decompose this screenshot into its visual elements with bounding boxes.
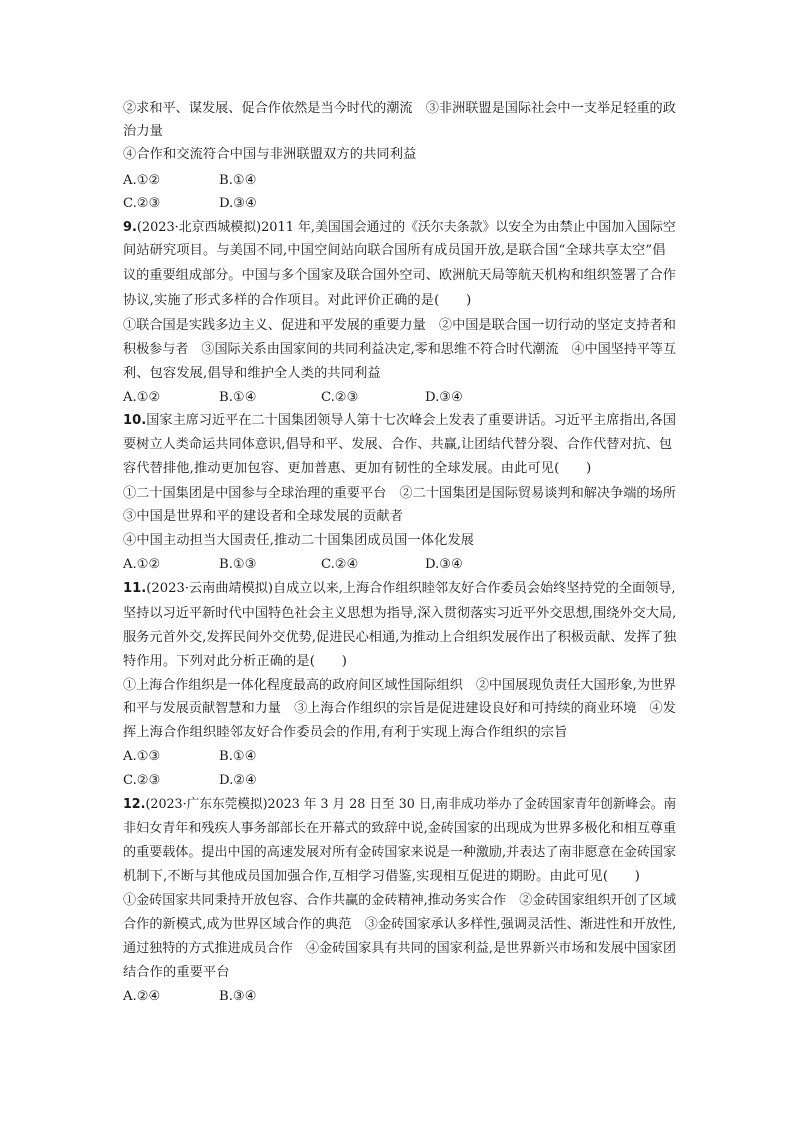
q12-line-6: 合作的新模式,成为世界区域合作的典范 ③金砖国家承认多样性,强调灵活性、渐进性和开放性,	[123, 917, 677, 932]
q10-line-2: 要树立人类命运共同体意识,倡导和平、发展、合作、共赢,让团结代替分裂、合作代替对抗、包	[123, 437, 673, 452]
q12-option-a: A.②④	[123, 989, 161, 1004]
q10-line-5: ③中国是世界和平的建设者和全球发展的贡献者	[123, 509, 404, 524]
q10-line-1: 10.国家主席习近平在二十国集团领导人第十七次峰会上发表了重要讲话。习近平主席指出,各国	[123, 413, 677, 428]
q11-line-3: 服务元首外交,发挥民间外交优势,促进民心相通,为推动上合组织发展作出了积极贡献、发挥了独	[123, 630, 677, 645]
q11-line-2: 坚持以习近平新时代中国特色社会主义思想为指导,深入贯彻落实习近平外交思想,围绕外交大局,	[123, 606, 677, 621]
q9-line-6: 积极参与者 ③国际关系由国家间的共同利益决定,零和思维不符合时代潮流 ④中国坚持平等互	[123, 342, 677, 357]
q9-line-5: ①联合国是实践多边主义、促进和平发展的重要力量 ②中国是联合国一切行动的坚定支持者和	[123, 318, 676, 333]
q11-number: 11.	[123, 581, 147, 596]
q8-option-d: D.③④	[219, 196, 257, 211]
q12-line-1: 12.(2023·广东东莞模拟)2023 年 3 月 28 日至 30 日,南非成功举办了金砖国家青年创新峰会。南	[123, 797, 677, 812]
q9-line-3: 议的重要组成部分。中国与多个国家及联合国外空司、欧洲航天局等航天机构和组织签署了合作	[123, 268, 676, 283]
q11-option-b: B.①④	[219, 749, 257, 764]
q8-line-1: ②求和平、谋发展、促合作依然是当今时代的潮流 ③非洲联盟是国际社会中一支举足轻重的政	[123, 101, 676, 116]
q10-option-d: D.③④	[425, 557, 463, 572]
q10-option-b: B.①③	[219, 557, 257, 572]
q11-option-a: A.①③	[123, 749, 161, 764]
q9-number: 9.	[123, 220, 137, 235]
q12-number: 12.	[123, 797, 146, 812]
q9-line-4: 协议,实施了形式多样的合作项目。对此评价正确的是( )	[123, 293, 472, 308]
q8-line-3: ④合作和交流符合中国与非洲联盟双方的共同利益	[123, 147, 417, 162]
q9-option-c: C.②③	[321, 390, 359, 405]
q10-line-4: ①二十国集团是中国参与全球治理的重要平台 ②二十国集团是国际贸易谈判和解决争端的场所	[123, 486, 676, 501]
q12-line-7: 通过独特的方式推进成员合作 ④金砖国家具有共同的国家利益,是世界新兴市场和发展中国家团	[123, 941, 677, 956]
q8-option-b: B.①④	[219, 173, 257, 188]
q10-option-c: C.②④	[321, 557, 359, 572]
q12-line-2: 非妇女青年和残疾人事务部部长在开幕式的致辞中说,金砖国家的出现成为世界多极化和相互尊重	[123, 821, 677, 836]
q10-line-6: ④中国主动担当大国责任,推动二十国集团成员国一体化发展	[123, 533, 475, 548]
q12-line-3: 的重要载体。提出中国的高速发展对所有金砖国家来说是一种激励,并表达了南非愿意在金砖国家	[123, 845, 677, 860]
q11-line-4: 特作用。下列对此分析正确的是( )	[123, 654, 347, 669]
q9-line-2: 间站研究项目。与美国不同,中国空间站向联合国所有成员国开放,是联合国“全球共享太空”倡	[123, 243, 666, 258]
q9-option-b: B.①④	[219, 390, 257, 405]
q10-number: 10.	[123, 413, 147, 428]
q11-line-1: 11.(2023·云南曲靖模拟)自成立以来,上海合作组织睦邻友好合作委员会始终坚持党的全面领导,	[123, 581, 676, 596]
q12-line-4: 机制下,不断与其他成员国加强合作,互相学习借鉴,实现相互促进的期盼。由此可见( )	[123, 869, 641, 884]
q11-option-c: C.②③	[123, 773, 161, 788]
q11-line-7: 挥上海合作组织睦邻友好合作委员会的作用,有利于实现上海合作组织的宗旨	[123, 725, 568, 740]
q11-line-6: 和平与发展贡献智慧和力量 ③上海合作组织的宗旨是促进建设良好和可持续的商业环境 ④发	[123, 701, 676, 716]
q9-option-a: A.①②	[123, 390, 161, 405]
q12-option-b: B.③④	[219, 989, 257, 1004]
q8-option-a: A.①②	[123, 173, 161, 188]
q11-line-5: ①上海合作组织是一体化程度最高的政府间区域性国际组织 ②中国展现负责任大国形象,为世界	[123, 678, 677, 693]
q12-line-5: ①金砖国家共同秉持开放包容、合作共赢的金砖精神,推动务实合作 ②金砖国家组织开创了区域	[123, 893, 677, 908]
q8-option-c: C.②③	[123, 196, 161, 211]
q10-option-a: A.①②	[123, 557, 161, 572]
q9-line-7: 利、包容发展,倡导和维护全人类的共同利益	[123, 366, 381, 381]
q8-line-2: 治力量	[123, 124, 164, 139]
q9-line-1: 9.(2023·北京西城模拟)2011 年,美国国会通过的《沃尔夫条款》以安全为由禁止中国加入国际空	[123, 220, 676, 235]
q9-option-d: D.③④	[425, 390, 463, 405]
q11-option-d: D.②④	[219, 773, 257, 788]
q12-line-8: 结合作的重要平台	[123, 965, 230, 980]
q10-line-3: 容代替排他,推动更加包容、更加普惠、更加有韧性的全球发展。由此可见( )	[123, 461, 592, 476]
